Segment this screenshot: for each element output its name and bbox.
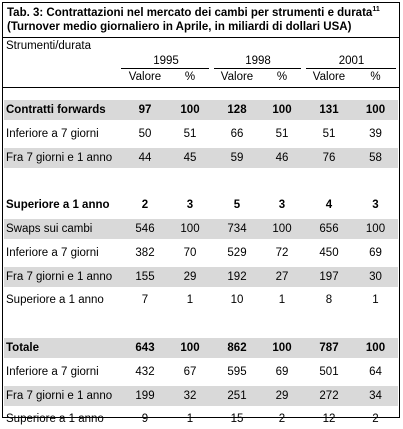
row-label: Inferiore a 7 giorni: [6, 366, 99, 378]
cell-pct-1995: 100: [180, 342, 200, 354]
cell-valore-1995: 643: [135, 342, 155, 354]
cell-valore-1995: [121, 171, 169, 191]
row-label: Swaps sui cambi: [6, 223, 93, 235]
cell-valore-1995: 2: [141, 199, 149, 211]
cell-valore-2001: 4: [325, 199, 333, 211]
cell-valore-2001: 131: [319, 104, 339, 116]
col-header-pct-2001: %: [370, 71, 381, 83]
cell-pct-1998: 69: [275, 366, 289, 378]
title-footnote-marker: 11: [372, 6, 380, 13]
cell-pct-1995: 29: [183, 271, 197, 283]
cell-valore-2001: 450: [319, 247, 339, 259]
row-label: [6, 314, 123, 334]
cell-valore-1998: 15: [230, 413, 244, 425]
cell-valore-1998: 529: [227, 247, 247, 259]
title-line-2: (Turnover medio giornaliero in Aprile, in miliardi di dollari USA): [7, 21, 352, 33]
title-line-1: Tab. 3: Contrattazioni nel mercato dei cambi per strumenti e durata: [7, 7, 373, 19]
cell-valore-1995: 382: [135, 247, 155, 259]
cell-valore-1995: 44: [138, 152, 152, 164]
row-label: [6, 171, 123, 191]
col-header-valore-1995: Valore: [128, 71, 162, 83]
cell-valore-1998: 128: [227, 104, 247, 116]
cell-valore-2001: 76: [322, 152, 336, 164]
row-label: Contratti forwards: [6, 104, 106, 116]
cell-valore-1998: 862: [227, 342, 247, 354]
cell-pct-1998: 100: [272, 104, 292, 116]
cell-pct-2001: 58: [369, 152, 382, 164]
cell-pct-2001: 69: [369, 247, 382, 259]
cell-valore-2001: 501: [319, 366, 339, 378]
cell-pct-1998: [261, 171, 303, 191]
row-label: Superiore a 1 anno: [6, 294, 104, 306]
col-header-pct-1998: %: [276, 71, 288, 83]
cell-pct-1998: 29: [275, 390, 289, 402]
title-divider: [3, 37, 399, 38]
cell-pct-2001: 100: [365, 104, 386, 116]
cell-pct-1995: 1: [186, 294, 194, 306]
cell-pct-1995: 1: [186, 413, 194, 425]
cell-valore-1998: 66: [230, 128, 244, 140]
cell-pct-1995: 70: [183, 247, 197, 259]
year-header-1995: 1995: [153, 55, 179, 67]
cell-valore-1995: 546: [135, 223, 155, 235]
cell-pct-1998: 2: [278, 413, 286, 425]
cell-valore-2001: [305, 171, 353, 191]
row-label: Totale: [6, 342, 40, 354]
cell-pct-2001: [353, 171, 398, 191]
col-header-pct-1995: %: [184, 71, 196, 83]
cell-pct-2001: 100: [365, 342, 386, 354]
cell-valore-1995: 97: [138, 104, 152, 116]
row-label: Superiore a 1 anno: [6, 413, 104, 425]
row-label: Fra 7 giorni e 1 anno: [6, 271, 113, 283]
cell-valore-1998: 595: [227, 366, 247, 378]
cell-valore-1995: 155: [135, 271, 155, 283]
cell-valore-1995: 7: [141, 294, 149, 306]
cell-pct-1995: [169, 314, 211, 334]
cell-pct-2001: 1: [372, 294, 379, 306]
cell-valore-2001: 8: [325, 294, 333, 306]
table-title: [7, 6, 399, 34]
row-label: Inferiore a 7 giorni: [6, 247, 99, 259]
cell-pct-1995: 3: [186, 199, 194, 211]
col-header-valore-1998: Valore: [220, 71, 254, 83]
cell-pct-2001: 39: [369, 128, 382, 140]
cell-valore-1998: 10: [230, 294, 244, 306]
cell-valore-1998: [213, 171, 261, 191]
cell-pct-1998: [261, 314, 303, 334]
cell-valore-2001: [305, 314, 353, 334]
cell-valore-1995: 199: [135, 390, 155, 402]
cell-valore-1995: [121, 314, 169, 334]
cell-valore-2001: 656: [319, 223, 339, 235]
cell-pct-1995: 32: [183, 390, 197, 402]
cell-pct-1998: 100: [272, 342, 292, 354]
cell-pct-1995: 45: [183, 152, 197, 164]
year-header-1998: 1998: [245, 55, 271, 67]
cell-pct-1995: 51: [183, 128, 197, 140]
cell-pct-2001: 3: [372, 199, 379, 211]
cell-valore-2001: 787: [319, 342, 339, 354]
cell-pct-1998: 72: [275, 247, 289, 259]
cell-pct-1998: 46: [275, 152, 289, 164]
cell-pct-1995: 100: [180, 104, 200, 116]
cell-pct-1995: 100: [180, 223, 200, 235]
cell-valore-1998: 192: [227, 271, 247, 283]
cell-pct-1998: 27: [275, 271, 289, 283]
table-frame: [2, 2, 400, 425]
cell-pct-2001: 34: [369, 390, 382, 402]
year-header-2001: 2001: [338, 55, 365, 67]
cell-pct-1998: 1: [278, 294, 286, 306]
cell-valore-1998: 251: [227, 390, 247, 402]
cell-pct-1995: [169, 171, 211, 191]
cell-valore-2001: 51: [322, 128, 336, 140]
row-label: Fra 7 giorni e 1 anno: [6, 390, 113, 402]
cell-pct-2001: 2: [372, 413, 379, 425]
cell-pct-1998: 3: [278, 199, 286, 211]
cell-valore-2001: 12: [322, 413, 336, 425]
cell-valore-1998: 59: [230, 152, 244, 164]
cell-valore-1998: 734: [227, 223, 247, 235]
col-header-valore-2001: Valore: [312, 71, 346, 83]
cell-pct-2001: 64: [369, 366, 382, 378]
cell-valore-1998: 5: [233, 199, 241, 211]
cell-pct-2001: [353, 314, 398, 334]
cell-pct-1995: 67: [183, 366, 197, 378]
row-label: Superiore a 1 anno: [6, 199, 110, 211]
header-divider: [3, 87, 399, 88]
cell-pct-1998: 100: [272, 223, 292, 235]
cell-valore-1995: 50: [138, 128, 152, 140]
cell-valore-1998: [213, 314, 261, 334]
row-label: Inferiore a 7 giorni: [6, 128, 99, 140]
cell-valore-2001: 272: [319, 390, 339, 402]
cell-valore-1995: 9: [141, 413, 149, 425]
cell-pct-2001: 30: [369, 271, 382, 283]
cell-pct-1998: 51: [275, 128, 289, 140]
row-label-header: Strumenti/durata: [6, 40, 92, 52]
cell-valore-2001: 197: [319, 271, 339, 283]
cell-pct-2001: 100: [365, 223, 386, 235]
cell-valore-1995: 432: [135, 366, 155, 378]
row-label: Fra 7 giorni e 1 anno: [6, 152, 113, 164]
